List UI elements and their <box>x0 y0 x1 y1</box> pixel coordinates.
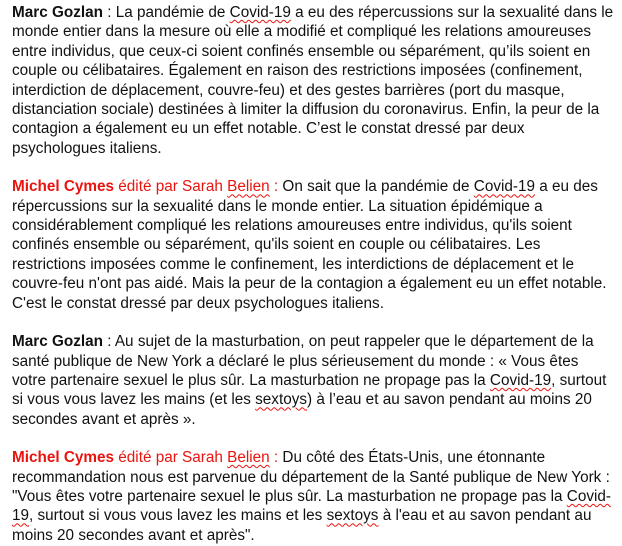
text-segment: , surtout si vous vous lavez les mains et les <box>29 507 327 525</box>
edited-by-label: édité par Sarah <box>114 178 228 196</box>
text-segment: à l'eau et au savon pendant au moins 20 secondes avant et après". <box>12 507 592 544</box>
speaker-name: Marc Gozlan <box>12 4 103 21</box>
separator: : <box>102 4 116 21</box>
paragraph-1 <box>12 3 616 158</box>
speaker-name: Michel Cymes <box>12 449 115 467</box>
separator: : <box>102 333 115 351</box>
misspelled-word[interactable]: Covid-19 <box>12 487 611 525</box>
editor-name[interactable]: Belien <box>227 449 270 467</box>
editor-name[interactable]: Belien <box>227 178 270 196</box>
speaker-name: Michel Cymes <box>12 178 115 196</box>
text-segment: ) à l’eau et au savon pendant au moins 20 secondes avant et après ». <box>12 391 592 428</box>
text-segment: La pandémie de <box>115 4 230 21</box>
paragraph-2 <box>12 177 616 313</box>
text-segment: Du côté des États-Unis, une étonnante recommandation nous est parvenue du département de la Santé publique de New York : "Vous êtes votre partenaire sexuel le plus sûr. La masturbation ne propage pas la <box>12 449 610 505</box>
misspelled-word[interactable]: sextoys <box>255 391 308 409</box>
speaker-name: Marc Gozlan <box>12 333 103 351</box>
edited-by-label: édité par Sarah <box>114 449 228 467</box>
paragraph-3 <box>12 332 616 429</box>
separator: : <box>269 449 283 467</box>
text-segment: a eu des répercussions sur la sexualité dans le monde entier. La situation épidémique a considérablement compliqué les relations amoureuses entre individus, qu'ils soient confinés ensemble ou séparément, qu'ils soient en couple ou célibataires. Les restrictions imposées comme le confinement, les interdictions de déplacement et le couvre-feu n'ont pas aidé. Mais la peur de la contagion a également eu un effet notable. C'est le constat dressé par deux psychologues italiens. <box>12 178 607 312</box>
separator: : <box>269 178 283 196</box>
text-segment: a eu des répercussions sur la sexualité dans le monde entier dans la mesure où elle a modifié et compliqué les relations amoureuses entre individus, que ceux-ci soient confinés ensemble ou séparément, qu’ils soient en couple ou célibataires. Également en raison des restrictions imposées (confinement, interdiction de déplacement, couvre-feu) et des gestes barrières (port du masque, distanciation sociale) destinées à limiter la diffusion du coronavirus. Enfin, la peur de la contagion a également eu un effet notable. C’est le constat dressé par deux psychologues italiens. <box>12 4 614 157</box>
misspelled-word[interactable]: Covid-19 <box>229 4 291 21</box>
text-segment: , surtout si vous vous lavez les mains (et les <box>12 371 607 409</box>
paragraph-4 <box>12 448 616 545</box>
misspelled-word[interactable]: Covid-19 <box>473 178 535 196</box>
misspelled-word[interactable]: sextoys <box>326 507 379 525</box>
misspelled-word[interactable]: Covid-19 <box>489 371 552 389</box>
text-segment: On sait que la pandémie de <box>282 178 474 196</box>
text-segment: Au sujet de la masturbation, on peut rappeler que le département de la santé publique de New York a déclaré le plus sérieusement du monde : « Vous êtes votre partenaire sexuel le plus sûr. La masturbation ne propage pas la <box>12 333 594 389</box>
